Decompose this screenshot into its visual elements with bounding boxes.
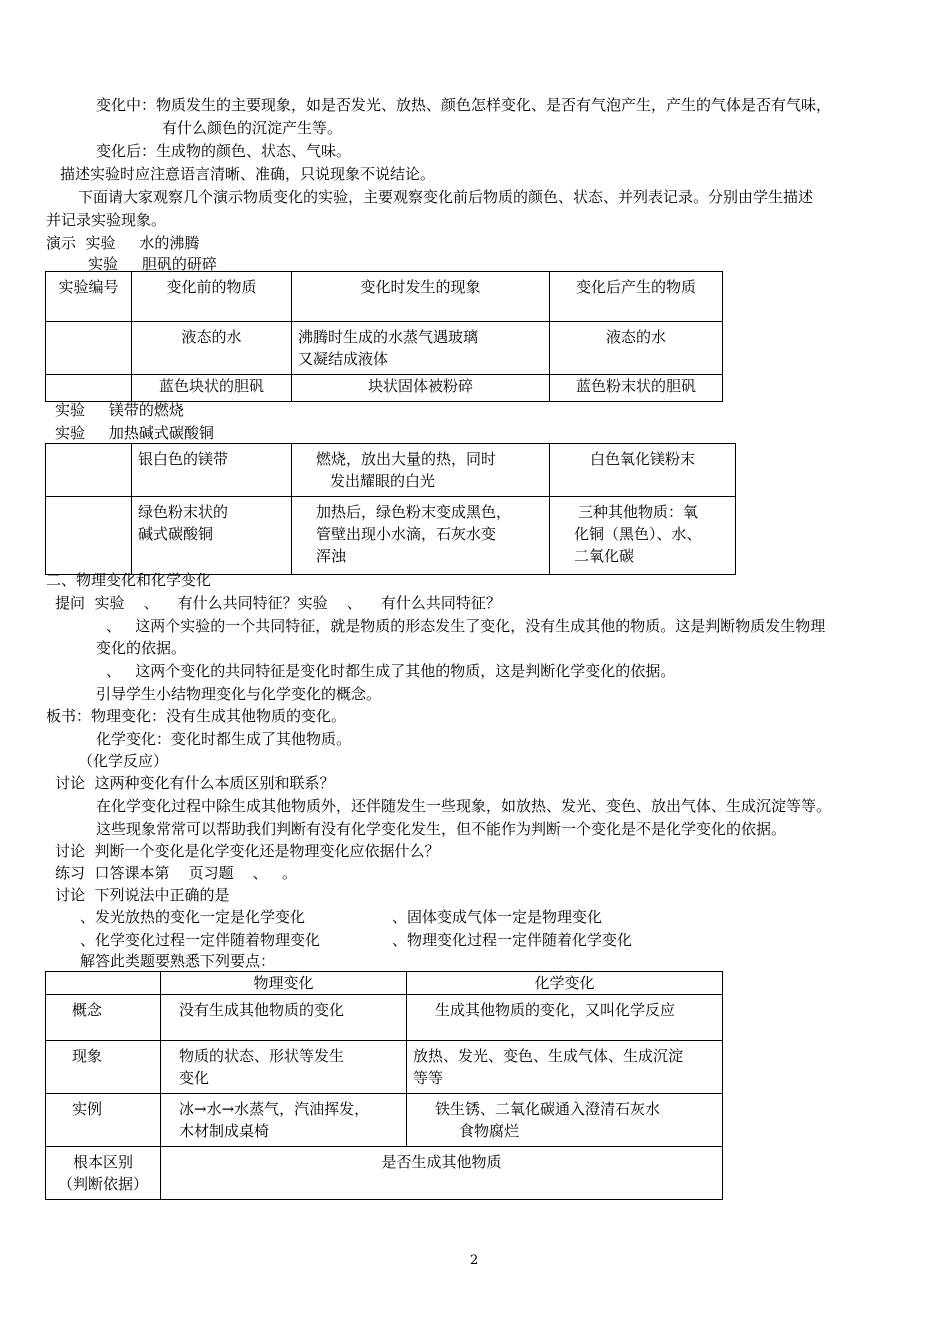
- table-cell: [46, 322, 132, 375]
- text-line: 化学变化：变化时都生成了其他物质。: [96, 730, 352, 748]
- cell-line: 沸腾时生成的水蒸气遇玻璃: [298, 328, 479, 346]
- cell-line: 变化: [179, 1069, 210, 1087]
- cell-line: 又凝结成液体: [298, 350, 389, 368]
- cell-line: 浑浊: [316, 547, 347, 565]
- table-row: [46, 497, 736, 575]
- table-row: [46, 1094, 723, 1147]
- cell-line: 冰→水→水蒸气，汽油挥发，: [179, 1100, 370, 1118]
- experiment-table-2: [45, 443, 736, 575]
- table-cell: 白色氧化镁粉末: [550, 444, 736, 497]
- header-cell: 变化前的物质: [132, 272, 292, 322]
- text-line: 描述实验时应注意语言清晰、准确，只说现象不说结论。: [60, 165, 436, 183]
- text-line: 并记录实验现象。: [46, 211, 167, 229]
- text-line: 讨论 下列说法中正确的是: [55, 886, 230, 904]
- page-number: 2: [470, 1253, 479, 1268]
- table-row: [46, 1147, 723, 1200]
- table-cell: 是否生成其他物质: [161, 1147, 723, 1200]
- text-line: 在化学变化过程中除生成其他物质外，还伴随发生一些现象，如放热、发光、变色、放出气体、生成沉淀等等。: [96, 797, 832, 815]
- text-line: 演示 实验 水的沸腾: [46, 234, 200, 252]
- table-row: [46, 322, 723, 375]
- table-cell: 蓝色粉末状的胆矾: [550, 375, 723, 402]
- option-b: 、固体变成气体一定是物理变化: [392, 908, 603, 926]
- text-line: 板书：物理变化：没有生成其他物质的变化。: [46, 707, 347, 725]
- comparison-table: [45, 971, 723, 1200]
- text-line: 有什么颜色的沉淀产生等。: [162, 119, 343, 137]
- text-line: 提问 实验 、 有什么共同特征？实验 、 有什么共同特征？: [55, 594, 501, 612]
- text-line: 讨论 这两种变化有什么本质区别和联系？: [55, 774, 335, 792]
- cell-line: 食物腐烂: [459, 1122, 520, 1140]
- option-c: 、化学变化过程一定伴随着物理变化: [80, 931, 321, 949]
- header-cell: 物理变化: [161, 972, 407, 995]
- table-cell: 块状固体被粉碎: [292, 375, 550, 402]
- option-d: 、物理变化过程一定伴随着化学变化: [392, 931, 633, 949]
- cell-line: 化铜（黑色）、水、: [574, 525, 702, 543]
- table-cell: [46, 497, 132, 575]
- text-line: 实验 胆矾的研碎: [88, 255, 217, 273]
- text-line: 这些现象常常可以帮助我们判断有没有化学变化发生，但不能作为判断一个变化是不是化学变化的依据。: [96, 820, 787, 838]
- table-cell: [161, 1041, 407, 1094]
- text-line: （化学反应）: [78, 752, 169, 770]
- text-line: 练习 口答课本第 页习题 、 。: [55, 864, 297, 882]
- cell-line: 二氧化碳: [574, 547, 635, 565]
- cell-line: 等等: [413, 1069, 444, 1087]
- cell-line: 铁生锈、二氧化碳通入澄清石灰水: [435, 1100, 661, 1118]
- text-line: 变化的依据。: [96, 639, 187, 657]
- table-cell: [292, 322, 550, 375]
- table-cell: [292, 444, 550, 497]
- cell-line: 物质的状态、形状等发生: [179, 1047, 345, 1065]
- table-cell: 液态的水: [132, 322, 292, 375]
- table-cell: 蓝色块状的胆矾: [132, 375, 292, 402]
- text-line: 引导学生小结物理变化与化学变化的概念。: [96, 685, 382, 703]
- row-label: 概念: [46, 995, 161, 1041]
- cell-line: 燃烧，放出大量的热，同时: [316, 450, 497, 468]
- option-a: 、发光放热的变化一定是化学变化: [80, 908, 306, 926]
- header-cell: 实验编号: [46, 272, 132, 322]
- table-cell: [550, 497, 736, 575]
- cell-line: 管壁出现小水滴，石灰水变: [316, 525, 497, 543]
- header-cell: [46, 972, 161, 995]
- text-line: 、 这两个变化的共同特征是变化时都生成了其他的物质，这是判断化学变化的依据。: [106, 662, 676, 680]
- cell-line: 木材制成桌椅: [179, 1122, 270, 1140]
- header-cell: 变化时发生的现象: [292, 272, 550, 322]
- table-cell: 没有生成其他物质的变化: [161, 995, 407, 1041]
- cell-line: 绿色粉末状的: [138, 503, 229, 521]
- cell-line: （判断依据）: [57, 1175, 148, 1193]
- text-line: 实验 加热碱式碳酸铜: [55, 424, 214, 442]
- table-row: [46, 444, 736, 497]
- section-title: 二、物理变化和化学变化: [46, 571, 212, 589]
- header-cell: 化学变化: [407, 972, 723, 995]
- table-cell: [46, 375, 132, 402]
- row-label: [46, 1147, 161, 1200]
- cell-line: 三种其他物质：氧: [578, 503, 699, 521]
- table-cell: 银白色的镁带: [132, 444, 292, 497]
- table-cell: [161, 1094, 407, 1147]
- text-line: 变化中：物质发生的主要现象，如是否发光、放热、颜色怎样变化、是否有气泡产生，产生的气体是否有气味，: [96, 96, 832, 114]
- text-line: 变化后：生成物的颜色、状态、气味。: [96, 142, 352, 160]
- cell-line: 放热、发光、变色、生成气体、生成沉淀: [413, 1047, 684, 1065]
- experiment-table-1: [45, 271, 723, 402]
- header-cell: 变化后产生的物质: [550, 272, 723, 322]
- text-line: 解答此类题要熟悉下列要点：: [80, 952, 276, 970]
- text-line: 讨论 判断一个变化是化学变化还是物理变化应依据什么？: [55, 842, 440, 860]
- cell-line: 碱式碳酸铜: [138, 525, 214, 543]
- table-cell: [292, 497, 550, 575]
- text-line: 实验 镁带的燃烧: [55, 401, 184, 419]
- cell-line: 加热后，绿色粉末变成黑色，: [316, 503, 512, 521]
- table-cell: [407, 1094, 723, 1147]
- cell-line: 根本区别: [72, 1153, 133, 1171]
- table-cell: [46, 444, 132, 497]
- table-row: [46, 995, 723, 1041]
- table-cell: 液态的水: [550, 322, 723, 375]
- text-line: 、 这两个实验的一个共同特征，就是物质的形态发生了变化，没有生成其他的物质。这是判断物质发生物理: [106, 617, 826, 635]
- table-cell: 生成其他物质的变化，又叫化学反应: [407, 995, 723, 1041]
- cell-line: 发出耀眼的白光: [330, 472, 436, 490]
- table-cell: [407, 1041, 723, 1094]
- table-row: [46, 1041, 723, 1094]
- text-line: 下面请大家观察几个演示物质变化的实验，主要观察变化前后物质的颜色、状态、并列表记录。分别由学生描述: [78, 188, 814, 206]
- row-label: 现象: [46, 1041, 161, 1094]
- table-cell: [132, 497, 292, 575]
- table-row: [46, 375, 723, 402]
- row-label: 实例: [46, 1094, 161, 1147]
